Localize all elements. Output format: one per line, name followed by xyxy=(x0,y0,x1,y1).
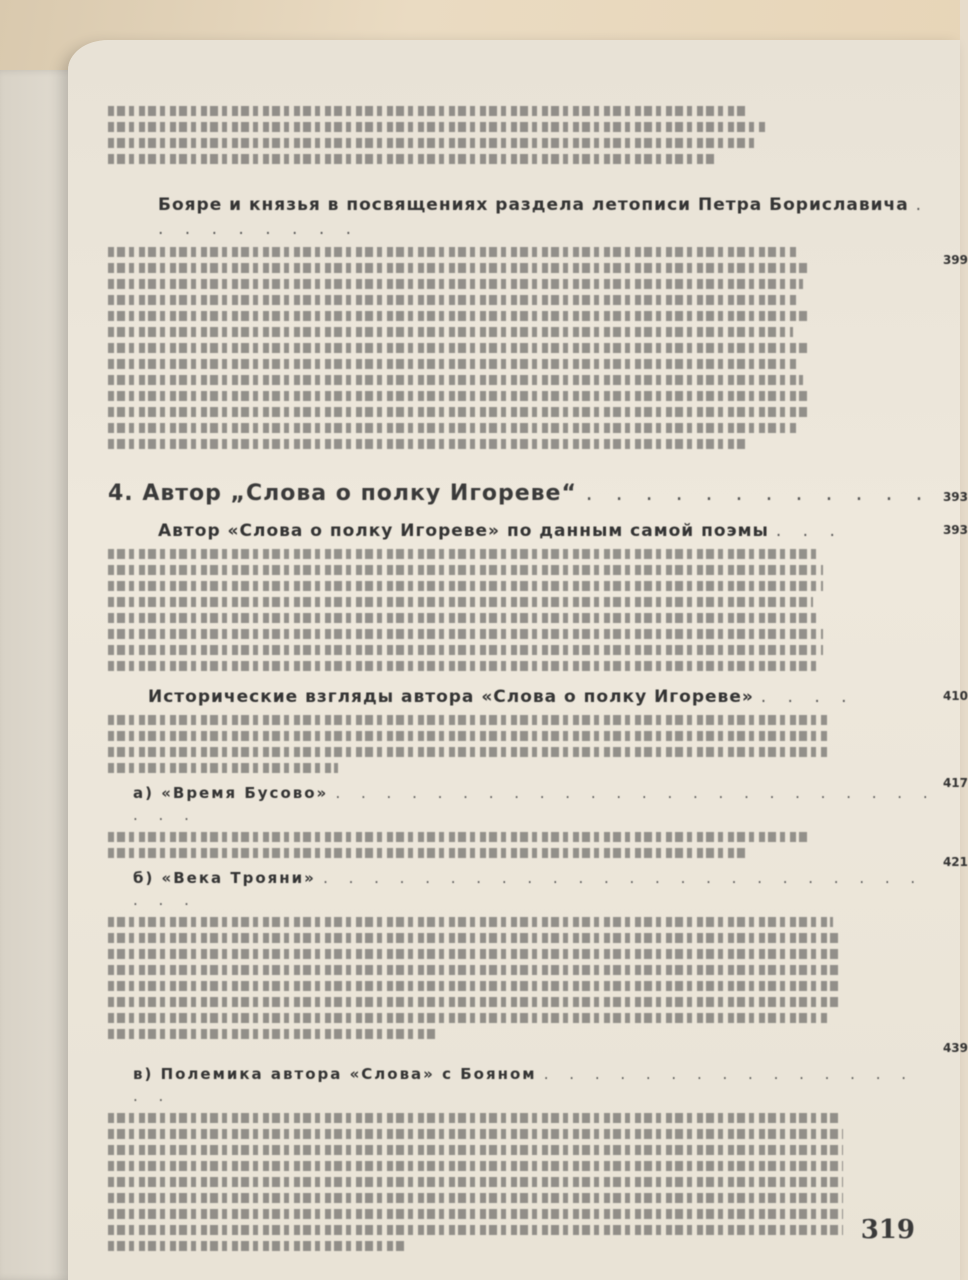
subsection-heading-text: а) «Время Бусово» xyxy=(133,784,329,802)
leader-dots: . . . . . . . . . . . . . . . . . xyxy=(133,1065,915,1105)
text-line xyxy=(108,581,823,591)
text-line xyxy=(108,933,838,943)
text-line xyxy=(108,407,808,417)
toc-body-0 xyxy=(108,106,938,164)
toc-body-4 xyxy=(108,715,938,773)
toc-block-3 xyxy=(108,519,968,671)
table-of-contents xyxy=(108,95,968,1235)
text-line xyxy=(108,375,803,385)
text-line xyxy=(108,848,748,858)
page-ref: 410 xyxy=(942,689,968,703)
toc-block-0 xyxy=(108,106,938,164)
text-line xyxy=(108,423,798,433)
page-number: 319 xyxy=(860,1215,915,1245)
section-heading-text: Автор «Слова о полку Игореве» по данным самой поэмы xyxy=(158,521,769,541)
section-heading-text: Бояре и князья в посвящениях раздела летописи Петра Бориславича xyxy=(158,195,909,215)
section-heading-text: Исторические взгляды автора «Слова о полку Игореве» xyxy=(148,687,754,707)
chapter-heading xyxy=(108,478,938,510)
text-line xyxy=(108,1145,843,1155)
text-line xyxy=(108,1193,843,1203)
text-line xyxy=(108,715,828,725)
text-line xyxy=(108,917,833,927)
text-line xyxy=(108,731,828,741)
text-line xyxy=(108,247,798,257)
toc-body-3 xyxy=(108,549,938,671)
text-line xyxy=(108,597,813,607)
text-line xyxy=(108,747,828,757)
toc-block-5 xyxy=(108,776,968,858)
text-line xyxy=(108,311,808,321)
text-line xyxy=(108,981,838,991)
text-line xyxy=(108,832,808,842)
text-line xyxy=(108,565,823,575)
toc-block-2 xyxy=(108,478,968,510)
toc-block-7 xyxy=(108,1041,968,1251)
leader-dots: . . . . . . . . . . . . . . . . . . . . . . . . . . . xyxy=(133,784,936,824)
text-line xyxy=(108,1209,843,1219)
leader-dots: . . . . . . . . . . . . xyxy=(585,481,931,506)
text-line xyxy=(108,1161,843,1171)
page-ref: 393 xyxy=(942,490,968,504)
page-ref: 417 xyxy=(942,776,968,790)
subsection-heading-text: в) Полемика автора «Слова» с Бояном xyxy=(133,1065,537,1083)
text-line xyxy=(108,1177,843,1187)
text-line xyxy=(108,138,758,148)
toc-body-5 xyxy=(108,832,938,858)
leader-dots: . . . . . . . . . . . . . . . . . . . . . . . . . . . xyxy=(133,869,924,909)
leader-dots: . . . . xyxy=(760,687,855,707)
text-line xyxy=(108,645,823,655)
text-line xyxy=(108,613,818,623)
text-line xyxy=(108,629,823,639)
text-line xyxy=(108,1225,843,1235)
page-ref: 439 xyxy=(942,1041,968,1055)
section-heading xyxy=(108,685,938,709)
section-heading xyxy=(108,193,938,241)
text-line xyxy=(108,343,808,353)
leader-dots: . . . xyxy=(775,521,843,541)
text-line xyxy=(108,549,818,559)
toc-block-6 xyxy=(108,855,968,1039)
text-line xyxy=(108,965,838,975)
text-line xyxy=(108,1129,843,1139)
subsection-heading xyxy=(108,1063,938,1107)
section-heading xyxy=(108,519,938,543)
text-line xyxy=(108,1029,438,1039)
text-line xyxy=(108,122,768,132)
text-line xyxy=(108,359,798,369)
text-line xyxy=(108,763,338,773)
page-ref: 399 xyxy=(942,253,968,267)
text-line xyxy=(108,263,808,273)
text-line xyxy=(108,279,803,289)
text-line xyxy=(108,327,793,337)
book-page xyxy=(68,40,968,1280)
text-line xyxy=(108,106,748,116)
text-line xyxy=(108,439,748,449)
text-line xyxy=(108,1113,838,1123)
text-line xyxy=(108,661,818,671)
toc-block-4 xyxy=(108,685,968,773)
subsection-heading-text: б) «Века Трояни» xyxy=(133,869,316,887)
text-line xyxy=(108,391,808,401)
text-line xyxy=(108,1241,408,1251)
text-line xyxy=(108,997,838,1007)
page-ref: 393 xyxy=(942,523,968,537)
page-ref: 421 xyxy=(942,855,968,869)
subsection-heading xyxy=(108,867,938,911)
leader-dots: . . . . . . . . . xyxy=(158,195,930,239)
text-line xyxy=(108,949,838,959)
toc-body-6 xyxy=(108,917,938,1039)
toc-block-1 xyxy=(108,193,968,449)
text-line xyxy=(108,295,798,305)
text-line xyxy=(108,154,718,164)
text-line xyxy=(108,1013,828,1023)
toc-body-7 xyxy=(108,1113,938,1251)
subsection-heading xyxy=(108,782,938,826)
chapter-heading-text: 4. Автор „Слова о полку Игореве“ xyxy=(108,481,577,506)
toc-body-1 xyxy=(108,247,938,449)
